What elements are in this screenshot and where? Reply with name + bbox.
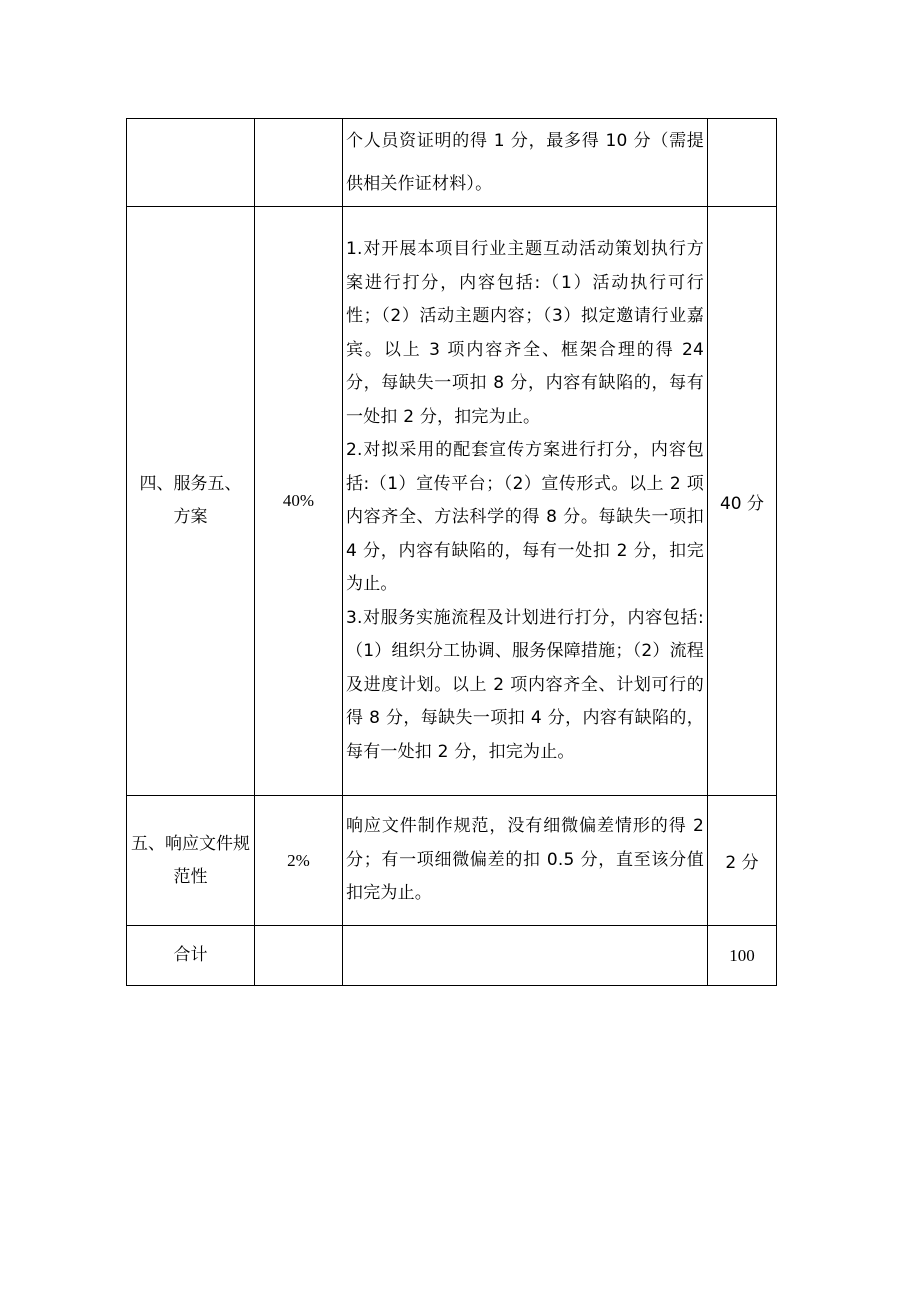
category-label: 四、服务五、方案	[139, 474, 242, 527]
points-cell: 2 分	[708, 796, 777, 926]
criteria-paragraph: 2.对拟采用的配套宣传方案进行打分，内容包括:（1）宣传平台；（2）宣传形式。以上 2 项内容齐全、方法科学的得 8 分。每缺失一项扣 4 分，内容有缺陷的，每有一处扣 2 分，扣完为止。	[346, 440, 704, 594]
category-cell: 合计	[127, 926, 255, 986]
points-cell	[708, 119, 777, 207]
weight-cell: 40%	[255, 207, 343, 796]
table-row	[127, 796, 777, 926]
criteria-paragraph: 响应文件制作规范，没有细微偏差情形的得 2 分；有一项细微偏差的扣 0.5 分，直至该分值扣完为止。	[346, 816, 704, 904]
category-cell	[127, 796, 255, 926]
criteria-paragraph: 1.对开展本项目行业主题互动活动策划执行方案进行打分，内容包括:（1）活动执行可行性；（2）活动主题内容；（3）拟定邀请行业嘉宾。以上 3 项内容齐全、框架合理的得 24 分，每缺失一项扣 8 分，内容有缺陷的，每有一处扣 2 分，扣完为止。	[346, 239, 704, 427]
criteria-cell	[343, 207, 708, 796]
table-row	[127, 119, 777, 207]
weight-cell	[255, 926, 343, 986]
weight-cell: 2%	[255, 796, 343, 926]
table-row	[127, 207, 777, 796]
table-row	[127, 926, 777, 986]
category-cell	[127, 207, 255, 796]
points-cell: 100	[708, 926, 777, 986]
category-label: 五、响应文件规范性	[131, 833, 250, 887]
scoring-table	[126, 118, 777, 986]
criteria-cell	[343, 796, 708, 926]
criteria-cell	[343, 119, 708, 207]
category-cell	[127, 119, 255, 207]
weight-cell	[255, 119, 343, 207]
points-cell: 40 分	[708, 207, 777, 796]
criteria-cell	[343, 926, 708, 986]
criteria-paragraph: 3.对服务实施流程及计划进行打分，内容包括:（1）组织分工协调、服务保障措施；（2）流程及进度计划。以上 2 项内容齐全、计划可行的得 8 分，每缺失一项扣 4 分，内容有缺陷的，每有一处扣 2 分，扣完为止。	[346, 607, 704, 762]
criteria-paragraph: 个人员资证明的得 1 分，最多得 10 分（需提供相关作证材料）。	[346, 130, 704, 194]
